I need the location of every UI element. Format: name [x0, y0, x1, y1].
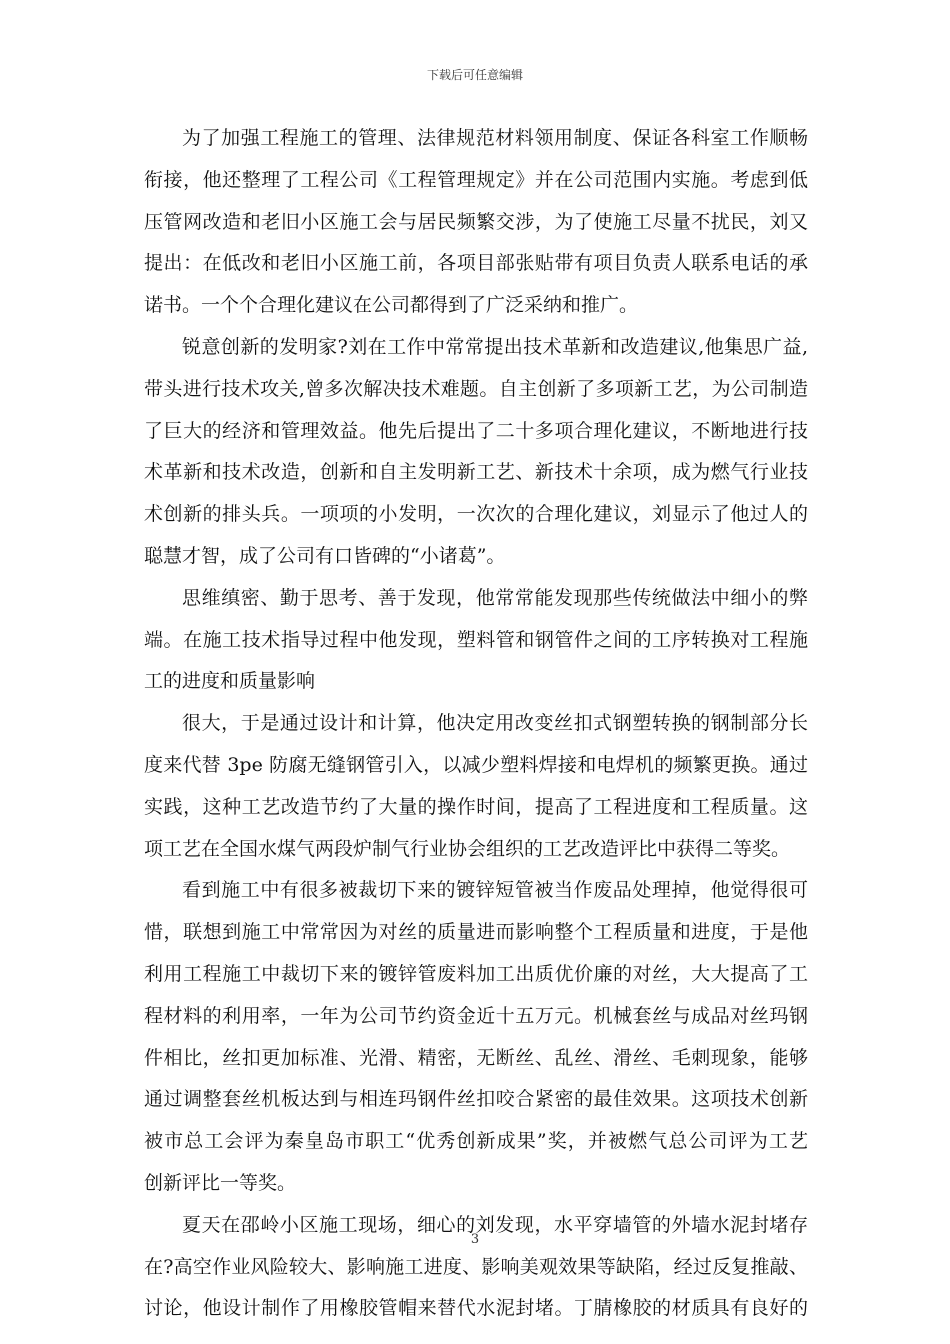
text-line: 带头进行技术攻关,曾多次解决技术难题。自主创新了多项新工艺，为公司制造 [144, 377, 808, 400]
text-line: 被市总工会评为秦皇岛市职工“优秀创新成果”奖，并被燃气总公司评为工艺 [144, 1130, 808, 1153]
text-line: 聪慧才智，成了公司有口皆碑的“小诸葛”。 [144, 544, 506, 567]
text-line: 很大，于是通过设计和计算，他决定用改变丝扣式钢塑转换的钢制部分长 [182, 712, 808, 735]
paragraph-6 [144, 1205, 808, 1330]
text-line: 提出：在低改和老旧小区施工前，各项目部张贴带有项目负责人联系电话的承 [144, 252, 808, 275]
text-line: 利用工程施工中裁切下来的镀锌管废料加工出质优价廉的对丝，大大提高了工 [144, 962, 808, 985]
document-body [144, 118, 808, 1330]
text-line: 夏天在邵岭小区施工现场，细心的刘发现，水平穿墙管的外墙水泥封堵存 [182, 1213, 808, 1236]
text-line: 程材料的利用率，一年为公司节约资金近十五万元。机械套丝与成品对丝玛钢 [144, 1004, 808, 1027]
paragraph-2 [144, 327, 808, 578]
text-line: 创新评比一等奖。 [144, 1171, 297, 1194]
text-line: 看到施工中有很多被裁切下来的镀锌短管被当作废品处理掉，他觉得很可 [182, 879, 808, 902]
text-line: 项工艺在全国水煤气两段炉制气行业协会组织的工艺改造评比中获得二等奖。 [144, 837, 791, 860]
text-line: 术创新的排头兵。一项项的小发明，一次次的合理化建议，刘显示了他过人的 [144, 503, 808, 526]
text-line: 思维缜密、勤于思考、善于发现，他常常能发现那些传统做法中细小的弊 [182, 586, 808, 609]
text-line: 了巨大的经济和管理效益。他先后提出了二十多项合理化建议，不断地进行技 [144, 419, 808, 442]
text-line: 在?高空作业风险较大、影响施工进度、影响美观效果等缺陷，经过反复推敲、 [144, 1255, 808, 1278]
text-line: 件相比，丝扣更加标准、光滑、精密，无断丝、乱丝、滑丝、毛刺现象，能够 [144, 1046, 808, 1069]
text-line: 实践，这种工艺改造节约了大量的操作时间，提高了工程进度和工程质量。这 [144, 795, 808, 818]
text-line: 讨论，他设计制作了用橡胶管帽来替代水泥封堵。丁腈橡胶的材质具有良好的 [144, 1297, 808, 1320]
text-line: 术革新和技术改造，创新和自主发明新工艺、新技术十余项，成为燃气行业技 [144, 461, 808, 484]
text-line: 为了加强工程施工的管理、法律规范材料领用制度、保证各科室工作顺畅 [182, 127, 808, 149]
text-line: 工的进度和质量影响 [144, 670, 316, 693]
page-header: 下载后可任意编辑 [426, 68, 523, 82]
paragraph-3 [144, 578, 808, 703]
text-line: 度来代替 3pe 防腐无缝钢管引入，以减少塑料焊接和电焊机的频繁更换。通过 [144, 753, 808, 776]
text-line: 端。在施工技术指导过程中他发现，塑料管和钢管件之间的工序转换对工程施 [144, 628, 808, 651]
page-number: 3 [470, 1232, 480, 1247]
paragraph-1 [144, 118, 808, 327]
paragraph-4 [144, 703, 808, 870]
text-line: 通过调整套丝机板达到与相连玛钢件丝扣咬合紧密的最佳效果。这项技术创新 [144, 1088, 808, 1111]
paragraph-5 [144, 870, 808, 1204]
text-line: 压管网改造和老旧小区施工会与居民频繁交涉，为了使施工尽量不扰民，刘又 [144, 210, 808, 233]
text-line: 衔接，他还整理了工程公司《工程管理规定》并在公司范围内实施。考虑到低 [144, 168, 808, 191]
text-line: 惜，联想到施工中常常因为对丝的质量进而影响整个工程质量和进度，于是他 [144, 921, 808, 944]
text-line: 锐意创新的发明家?刘在工作中常常提出技术革新和改造建议,他集思广益, [182, 335, 808, 358]
text-line: 诺书。一个个合理化建议在公司都得到了广泛采纳和推广。 [144, 294, 639, 317]
